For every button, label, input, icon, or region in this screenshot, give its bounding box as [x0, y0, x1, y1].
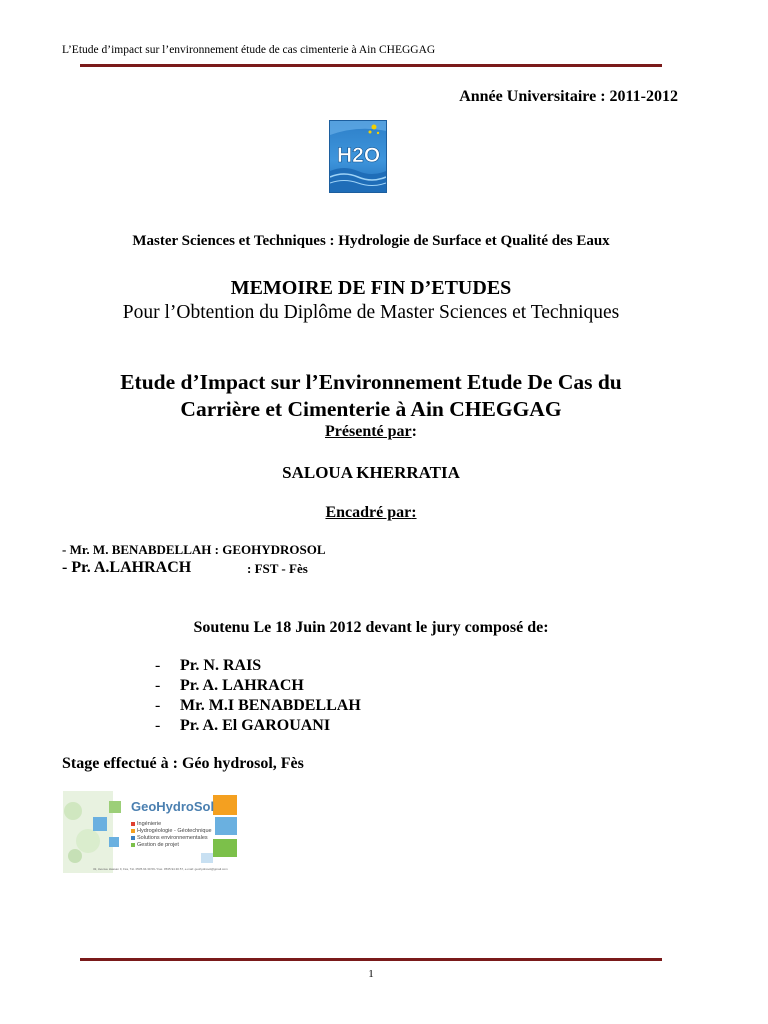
geohydrosol-service-label: Gestion de projet [137, 842, 179, 848]
geohydrosol-services [131, 821, 212, 849]
geohydrosol-service [131, 842, 212, 849]
h2o-logo-graphic [330, 121, 386, 192]
bullet-square-icon [131, 843, 135, 847]
supervisor-2 [62, 559, 308, 577]
diploma-line: Pour l’Obtention du Diplôme de Master Sciences et Techniques [122, 302, 620, 323]
academic-year: Année Universitaire : 2011-2012 [459, 88, 678, 105]
running-header: L’Etude d’impact sur l’environnement étude de cas cimenterie à Ain CHEGGAG [62, 44, 436, 56]
geohydrosol-service-label: Ingénierie [137, 821, 162, 827]
memoire-heading: MEMOIRE DE FIN D’ETUDES [230, 277, 512, 299]
page-number: 1 [368, 968, 374, 980]
supervised-by-text: Encadré par [325, 504, 412, 521]
master-program: Master Sciences et Techniques : Hydrologie de Surface et Qualité des Eaux [132, 233, 610, 249]
geohydrosol-service-label: Solutions environnementales [137, 835, 208, 841]
geohydrosol-logo [63, 791, 241, 873]
supervisor-2-name: - Pr. A.LAHRACH [62, 559, 192, 576]
jury-member-name: Pr. A. LAHRACH [180, 677, 304, 694]
geohydrosol-name: GeoHydroSol [131, 799, 215, 814]
h2o-logo-text: H2O [337, 144, 381, 167]
jury-member-name: Mr. M.I BENABDELLAH [180, 697, 361, 714]
bullet-square-icon [131, 822, 135, 826]
thesis-title-line-1: Etude d’Impact sur l’Environnement Etude De Cas du [120, 370, 622, 394]
geohydrosol-service [131, 821, 212, 828]
presented-by-text: Présenté par [325, 423, 412, 440]
defense-line: Soutenu Le 18 Juin 2012 devant le jury composé de: [193, 619, 549, 636]
bullet-square-icon [131, 829, 135, 833]
supervisor-1: - Mr. M. BENABDELLAH : GEOHYDROSOL [62, 542, 326, 557]
h2o-logo [329, 120, 387, 193]
supervised-by-label [0, 504, 742, 522]
presented-by-label [0, 423, 742, 441]
jury-dash: - [155, 697, 161, 714]
thesis-title-line-2: Carrière et Cimenterie à Ain CHEGGAG [180, 397, 562, 421]
presented-by-colon: : [411, 423, 417, 440]
geohydrosol-service [131, 828, 212, 835]
bullet-square-icon [131, 836, 135, 840]
jury-dash: - [155, 657, 161, 674]
geohydrosol-footer: 32, Avenue Hassan II, Fès, Tél. 0535.94.30.59 / Fax. 0535.94.30.57, e-mail: geohydrosol@gmail.com [93, 867, 228, 871]
jury-member-name: Pr. N. RAIS [180, 657, 262, 674]
geohydrosol-service [131, 835, 212, 842]
jury-dash: - [155, 677, 161, 694]
geohydrosol-service-label: Hydrogéologie - Géotechnique [137, 828, 212, 834]
supervisor-2-affiliation: : FST - Fès [247, 561, 308, 576]
thesis-title [0, 369, 742, 423]
author-name: SALOUA KHERRATIA [282, 463, 460, 482]
jury-dash: - [155, 717, 161, 734]
supervised-by-colon: : [411, 504, 417, 521]
internship-line: Stage effectué à : Géo hydrosol, Fès [62, 755, 304, 772]
footer-rule [80, 958, 662, 961]
jury-member-name: Pr. A. El GAROUANI [180, 717, 331, 734]
header-rule [80, 64, 662, 67]
